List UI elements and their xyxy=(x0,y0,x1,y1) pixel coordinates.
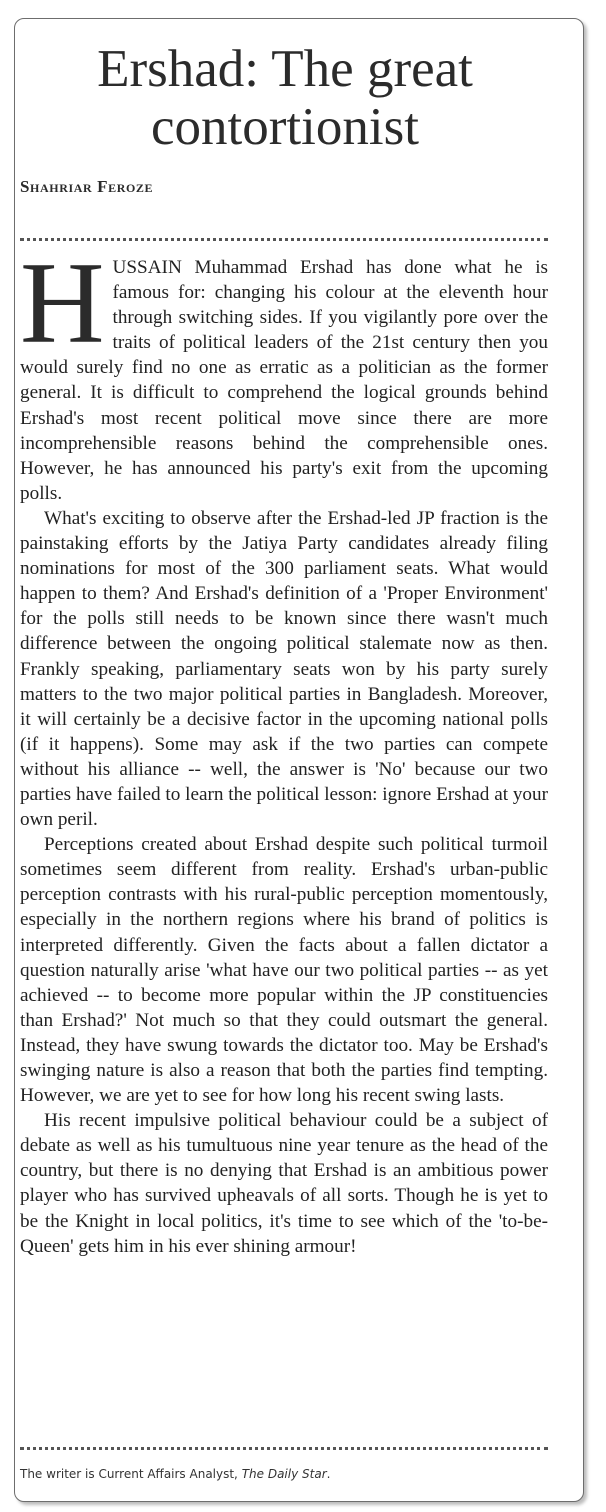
author-note-suffix: . xyxy=(326,1467,331,1481)
publication-name: The Daily Star xyxy=(241,1467,327,1481)
paragraph-1 xyxy=(20,239,548,506)
paragraph-4: His recent impulsive political behaviour could be a subject of debate as well as his tumultuous nine year tenure as the head of the country, but there is no denying that Ershad is an ambitious power player who has survived upheavals of all sorts. Though he is yet to be the Knight in local politics, it's time to see which of the 'to-be-Queen' gets him in his ever shining armour! xyxy=(20,1110,548,1257)
bottom-dotted-divider xyxy=(20,1447,548,1450)
paragraph-1-text: USSAIN Muhammad Ershad has done what he is famous for: changing his colour at the eleventh hour through switching sides. If you vigilantly pore over the traits of political leaders of the 21st century then you would surely find no one as erratic as a politician as the former general. It is difficult to comprehend the logical grounds behind Ershad's most recent political move since there are more incomprehensible reasons behind the comprehensible ones. However, he has announced his party's exit from the upcoming polls. xyxy=(20,257,548,504)
article-byline: Shahriar Feroze xyxy=(20,177,154,196)
drop-cap: H xyxy=(20,239,105,368)
article-title: Ershad: The great contortionist xyxy=(97,40,473,156)
paragraph-2: What's exciting to observe after the Ershad-led JP fraction is the painstaking efforts by the Jatiya Party candidates already filing nominations for most of the 300 parliament seats. What would happen to them? And Ershad's definition of a 'Proper Environment' for the polls still needs to be known since there wasn't much difference between the ongoing political stalemate now as then. Frankly speaking, parliamentary seats won by his party surely matters to the two major political parties in Bangladesh. Moreover, it will certainly be a decisive factor in the upcoming national polls (if it happens). Some may ask if the two parties can compete without his alliance -- well, the answer is 'No' because our two parties have failed to learn the political lesson: ignore Ershad at your own peril. xyxy=(20,507,549,831)
author-note xyxy=(20,1467,330,1481)
author-note-prefix: The writer is Current Affairs Analyst, xyxy=(20,1467,242,1481)
article-body xyxy=(20,239,549,1259)
paragraph-3: Perceptions created about Ershad despite such political turmoil sometimes seem different from reality. Ershad's urban-public perception contrasts with his rural-public perception momentously, especially in the northern regions where his brand of politics is interpreted differently. Given the facts about a fallen dictator a question naturally arise 'what have our two political parties -- as yet achieved -- to become more popular within the JP constituencies than Ershad?' Not much so that they could outsmart the general. Instead, they have swung towards the dictator too. May be Ershad's swinging nature is also a reason that both the parties find tempting. However, we are yet to see for how long his recent swing lasts. xyxy=(20,834,548,1107)
